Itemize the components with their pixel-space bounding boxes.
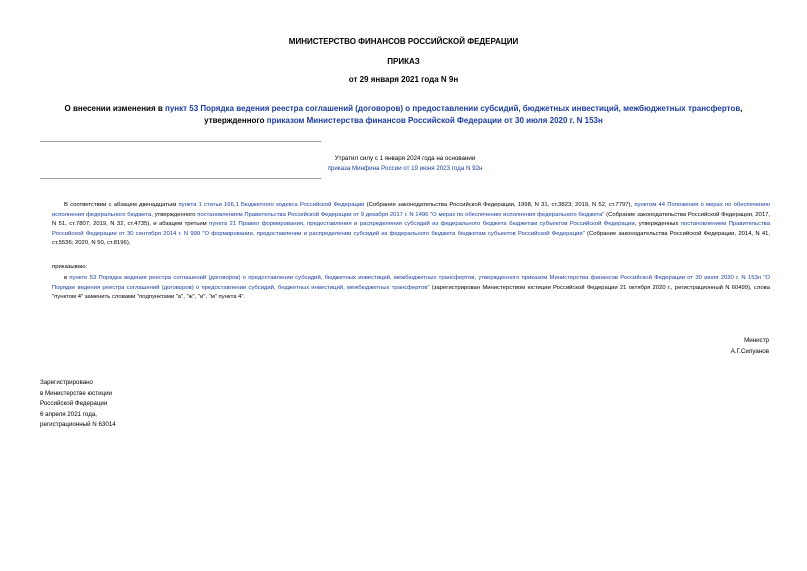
doc-date-number: от 29 января 2021 года N 9н xyxy=(348,75,459,84)
link-postanovlenie-1496[interactable]: постановлением Правительства Российской Федерации от 9 декабря 2017 г. N 1496 "О мерах по обеспечению исполнения федерального бюджета" xyxy=(197,211,605,218)
signer-position: Министр xyxy=(744,337,769,344)
registration-line-2: в Министерстве юстиции xyxy=(40,389,113,397)
registration-line-3: Российской Федерации xyxy=(40,400,108,407)
lost-force-link[interactable]: приказа Минфина России от 19 июня 2023 года N 92н xyxy=(327,165,483,172)
para1-text-1: В соответствии с абзацем двенадцатым xyxy=(64,202,179,208)
title-text-1: О внесении изменения в xyxy=(64,104,165,113)
document-title xyxy=(52,103,755,127)
amendment-paragraph xyxy=(52,274,770,303)
title-link-punkt-53[interactable]: пункт 53 Порядка ведения реестра соглашений (договоров) о предоставлении субсидий, бюджетных инвестиций, межбюджетных трансфертов xyxy=(164,104,741,113)
para3-text-2: (зарегистрирован Министерством юстиции Российской Федерации 21 октября 2020 г., регистрационный N 60499), слова "пунктом 4" заменить словами "подпунктами "а", "ж", "и", "м" пункта 4". xyxy=(52,284,770,301)
link-budget-code[interactable]: пункта 1 статьи 166.1 Бюджетного кодекса Российской Федерации xyxy=(178,202,365,208)
para1-text-6: (Собрание законодательства Российской Федерации, 2014, N 41, ст.5536; 2020, N 50, ст.8196), xyxy=(52,230,771,247)
registration-line-4: 6 апреля 2021 года, xyxy=(40,410,97,418)
para1-text-5: , утвержденных xyxy=(634,221,681,228)
registration-line-5: регистрационный N 63014 xyxy=(40,421,116,428)
title-text-2: , утвержденного xyxy=(204,104,743,125)
order-word: приказываю: xyxy=(52,264,88,270)
ministry-heading: МИНИСТЕРСТВО ФИНАНСОВ РОССИЙСКОЙ ФЕДЕРАЦИИ xyxy=(288,37,519,46)
link-punkt-53-poryadok[interactable]: пункте 53 Порядка ведения реестра соглашений (договоров) о предоставлении субсидий, бюджетных инвестиций, межбюджетных трансфертов, утвержденного приказом Министерства финансов Российской Федерации от 30 июля 2020 г. N 153н "О Порядке ведения реестра соглашений (договоров) о предоставлении субсидий, бюджетных инвестиций, межбюджетных трансфертов" xyxy=(52,275,770,291)
divider-bottom xyxy=(40,178,321,179)
registration-line-1: Зарегистрировано xyxy=(40,379,93,386)
para3-text-1: в xyxy=(64,275,70,281)
doc-type-heading: ПРИКАЗ xyxy=(387,57,420,66)
link-punkt-44[interactable]: пунктом 44 Положения о мерах по обеспечению исполнения федерального бюджета xyxy=(52,202,770,218)
lost-force-note xyxy=(285,154,525,174)
para1-text-2: (Собрание законодательства Российской Федерации, 1998, N 31, ст.3823; 2019, N 52, ст.7797), xyxy=(364,202,635,208)
para1-text-4: (Собрание законодательства Российской Федерации, 2017, N 51, ст.7807; 2019, N 32, ст.4735), и абзацем третьим xyxy=(52,211,771,228)
title-link-prikaz-153n[interactable]: приказом Министерства финансов Российской Федерации от 30 июля 2020 г. N 153н xyxy=(266,116,603,125)
signer-name: А.Г.Силуанов xyxy=(730,347,769,355)
para1-text-3: , утвержденного xyxy=(151,211,198,218)
registration-block xyxy=(40,378,116,431)
divider-top xyxy=(40,141,321,142)
preamble-paragraph xyxy=(52,201,770,249)
link-postanovlenie-999[interactable]: постановлением Правительства Российской Федерации от 30 сентября 2014 г. N 999 "О формировании, предоставлении и распределении субсидий из федерального бюджета бюджетам субъектов Российской Федерации" xyxy=(52,221,771,237)
link-punkt-21[interactable]: пункта 21 Правил формирования, предоставления и распределения субсидий из федерального бюджета бюджетам субъектов Российской Федерации xyxy=(209,221,635,228)
lost-force-text: Утратил силу с 1 января 2024 года на основании xyxy=(334,155,476,162)
signature-block xyxy=(731,336,769,357)
